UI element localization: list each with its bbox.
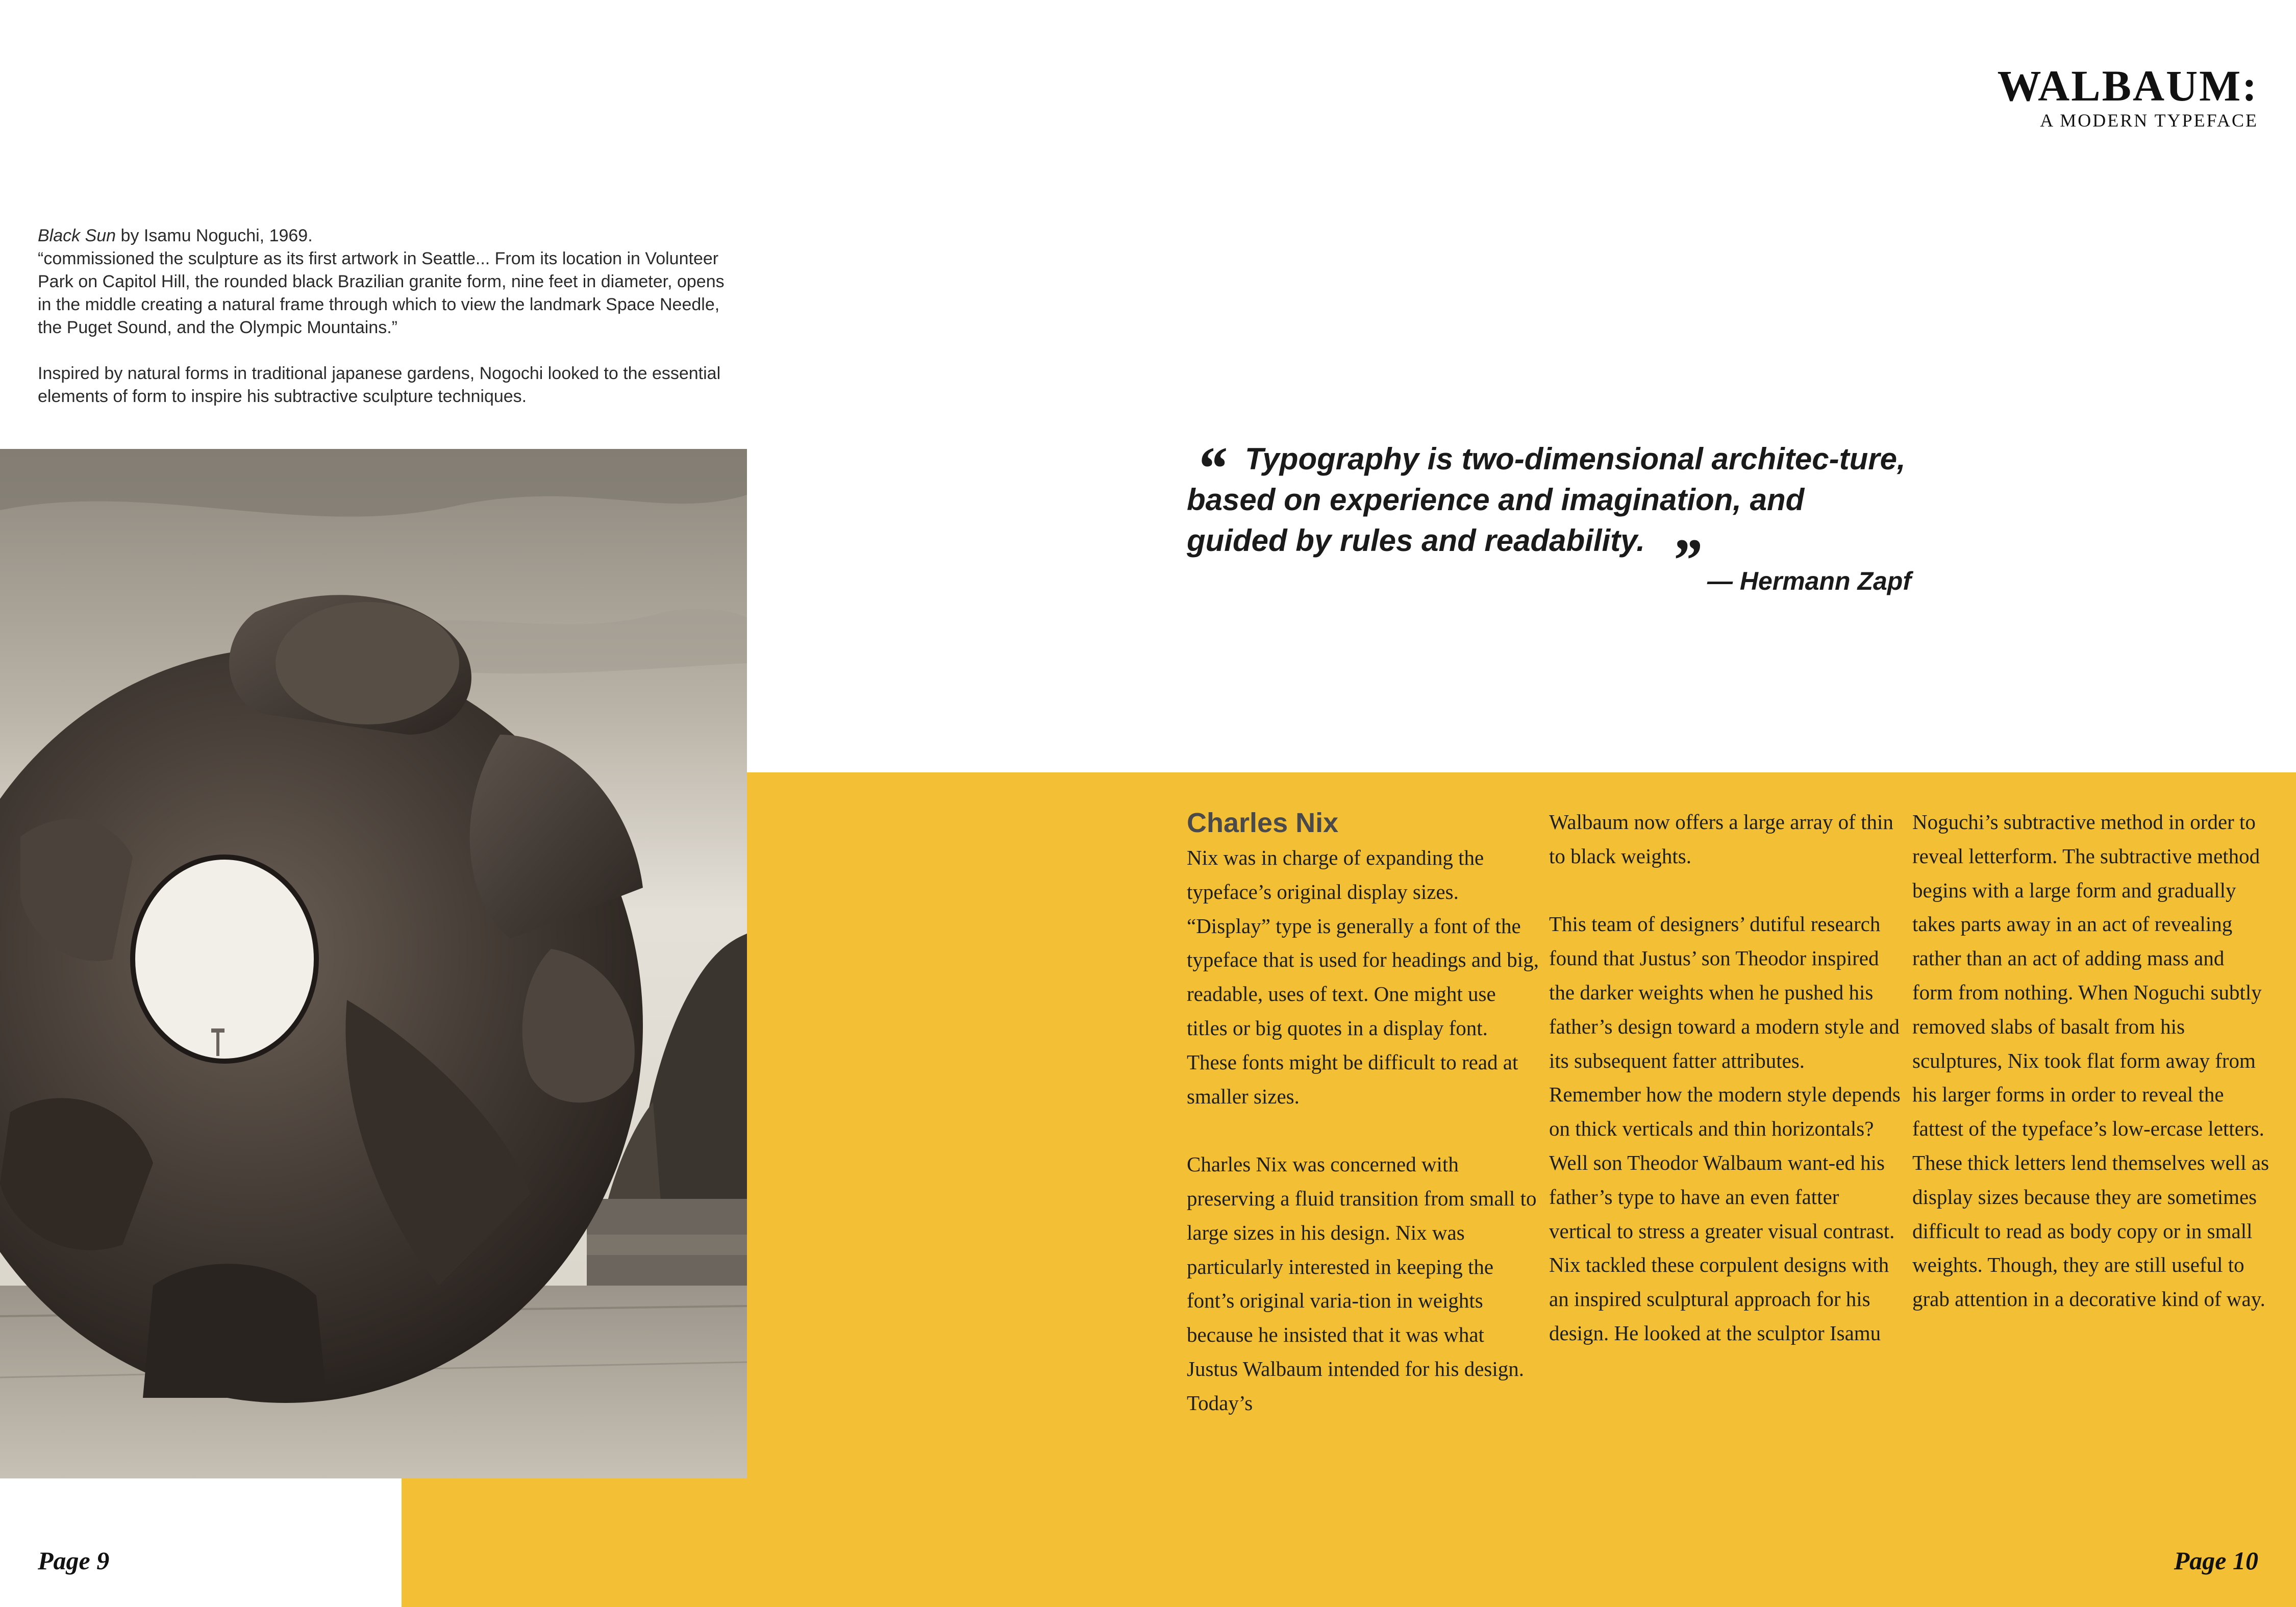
sculpture-illustration bbox=[0, 449, 747, 1478]
article-column-1 bbox=[1187, 806, 1539, 1420]
article-paragraph: This team of designers’ dutiful research found that Justus’ son Theodor inspired the darker weights when he pushed his father’s design toward a modern style and its subsequent fatter attributes. Remember how the modern style depends on thick verticals and thin horizontals? Well son Theodor Walbaum want-ed his father’s type to have an even fatter vertical to stress a greater visual contrast. Nix tackled these corpulent designs with an inspired sculptural approach for his design. He looked at the sculptor Isamu bbox=[1549, 912, 1901, 1345]
masthead-title: WALBAUM: bbox=[1997, 61, 2258, 110]
close-quote-mark: ” bbox=[1670, 526, 1701, 594]
artwork-byline: by Isamu Noguchi, 1969. bbox=[116, 226, 313, 245]
article-heading: Charles Nix bbox=[1187, 808, 1339, 838]
artwork-title: Black Sun bbox=[38, 226, 116, 245]
sculpture-photo bbox=[0, 449, 747, 1478]
article-paragraph: Noguchi’s subtractive method in order to reveal letterform. The subtractive method begins with a large form and gradually takes parts away in an act of revealing rather than an act of adding mass and form from nothing. When Noguchi subtly removed slabs of basalt from his sculptures, Nix took flat form away from his larger forms in order to reveal the fattest of the typeface’s low-ercase letters. These thick letters lend themselves well as display sizes because they are sometimes difficult to read as body copy or in small weights. Though, they are still useful to grab attention in a decorative kind of way. bbox=[1912, 810, 2269, 1311]
masthead bbox=[1998, 61, 2258, 131]
masthead-subtitle: A MODERN TYPEFACE bbox=[2040, 110, 2258, 131]
pull-quote-body: Typography is two-dimensional architec-ture, based on experience and imagination, and guided by rules and readability. bbox=[1187, 442, 1906, 558]
article-column-3 bbox=[1912, 805, 2269, 1316]
pull-quote bbox=[1187, 434, 1911, 596]
article-paragraph: Nix was in charge of expanding the typeface’s original display sizes. “Display” type is generally a font of the typeface that is used for headings and big, readable, uses of text. One might use titles or big quotes in a display font. These fonts might be difficult to read at smaller sizes. bbox=[1187, 846, 1539, 1108]
article-paragraph: Charles Nix was concerned with preserving a fluid transition from small to large sizes in his design. Nix was particularly interested in keeping the font’s original varia-tion in weights because he insisted that it was what Justus Walbaum intended for his design. Today’s bbox=[1187, 1152, 1537, 1415]
page-number-right: Page 10 bbox=[2174, 1546, 2258, 1575]
caption-note: Inspired by natural forms in traditional japanese gardens, Nogochi looked to the essential elements of form to inspire his subtractive sculpture techniques. bbox=[38, 364, 721, 406]
pull-quote-attribution: — Hermann Zapf bbox=[1707, 567, 1911, 595]
caption-quote: “commissioned the sculpture as its first artwork in Seattle... From its location in Volunteer Park on Capitol Hill, the rounded black Brazilian granite form, nine feet in diameter, opens in the middle creating a natural frame through which to view the landmark Space Needle, the Puget Sound, and the Olympic Mountains.” bbox=[38, 249, 725, 337]
open-quote-mark: “ bbox=[1196, 434, 1227, 502]
page-number-left: Page 9 bbox=[38, 1546, 110, 1575]
photo-caption bbox=[38, 224, 732, 408]
article-paragraph: Walbaum now offers a large array of thin to black weights. bbox=[1549, 810, 1893, 868]
article-column-2 bbox=[1549, 805, 1901, 1350]
caption-credit bbox=[38, 224, 732, 247]
yellow-panel-footer bbox=[402, 1478, 759, 1607]
